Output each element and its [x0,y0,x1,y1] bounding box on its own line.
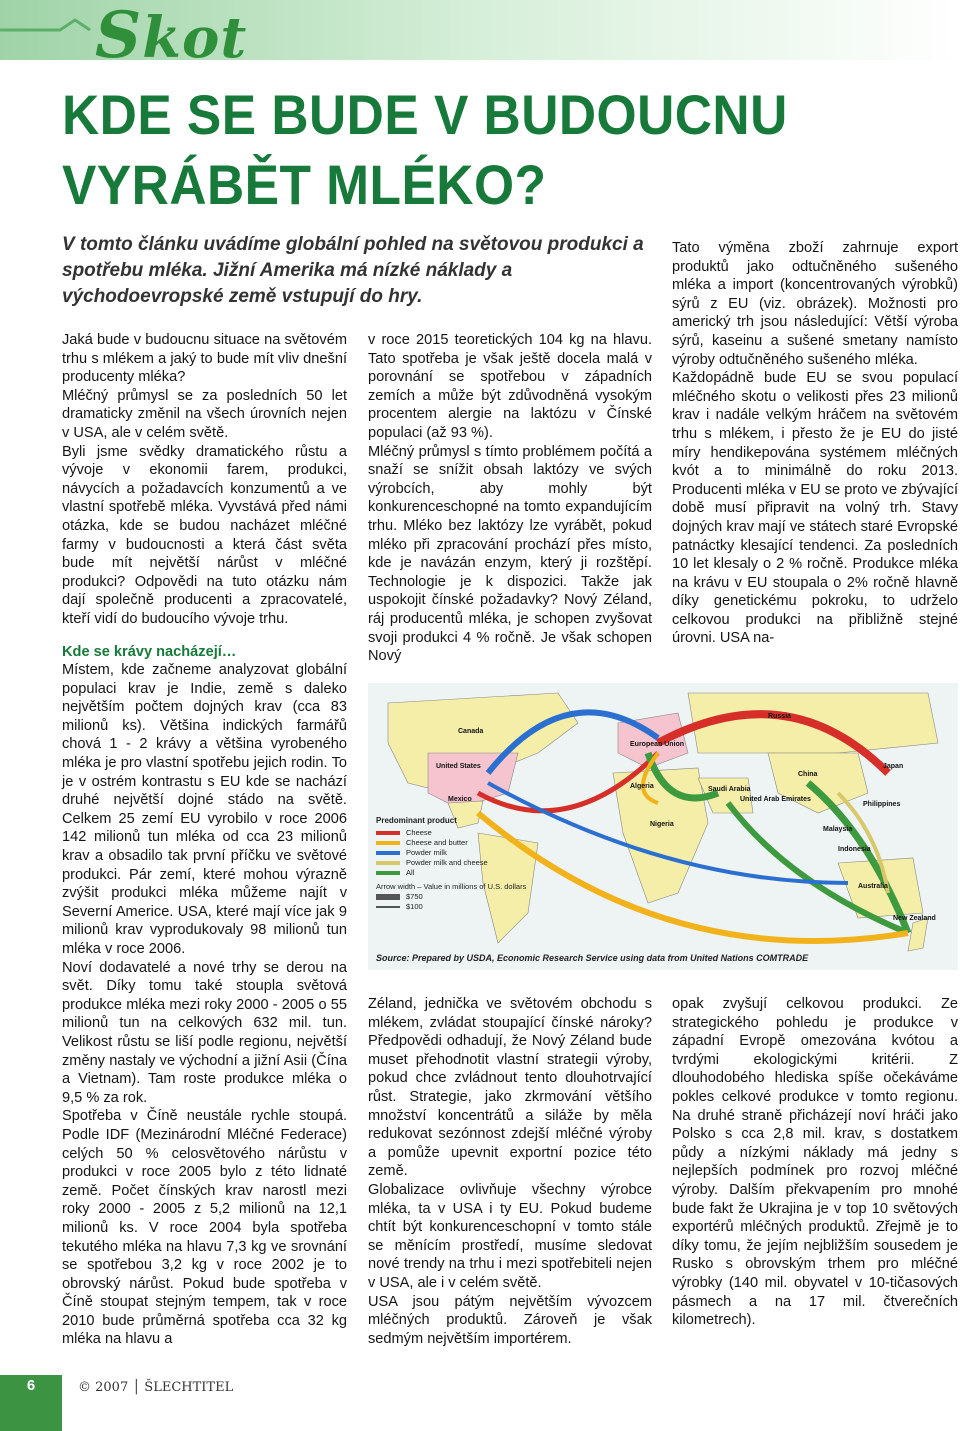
paragraph: USA jsou pátým největším vývozcem mléčných produktů. Zároveň je však sedmým největším importérem. [368,1293,652,1347]
map-label-algeria: Algeria [630,783,654,790]
paragraph: Místem, kde začneme analyzovat globální populaci krav je Indie, země s daleko největším počtem dojných krav (cca 83 milionů ks). Většina indických farmářů chová 1 - 2 krávy a většina vyrobeného mléka je pro vlastní spotřebu jejich rodin. To je v ostrém kontrastu s EU kde se nachází druhé největší dojné stádo na světě. Celkem 25 zemí EU vyrobilo v roce 2006 142 milionů tun mléka od cca 23 milionů krav a obsadilo tak první příčku ve světové produkci. Pár zemí, které mohou výrazně zvýšit produkci mléka můžeme najít v Severní Americe. USA, které mají více jak 9 milionů krav vyprodukovaly 98 milionů tun mléka v roce 2006. [62,662,347,957]
map-label-japan: Japan [883,763,904,770]
legend-item: Cheese [376,828,536,838]
legend-swatch [376,871,400,875]
paragraph: Noví dodavatelé a nové trhy se derou na svět. Díky tomu také stoupla světová produkce mléka mezi roky 2000 - 2005 o 55 milionů tun na celkových 632 mil. tun. Velikost růstu se liší podle regionu, největší změny nastaly ve východní a jižní Asii (Čína a Vietnam). Tam roste produkce mléka o 9,5 % za rok. [62,959,347,1106]
map-label-us: United States [436,763,481,770]
legend-swatch [376,831,400,835]
map-source: Source: Prepared by USDA, Economic Research Service using data from United Nations COMTRADE [376,953,809,963]
legend-swatch [376,851,400,855]
map-label-mexico: Mexico [448,796,472,803]
paragraph: Každopádně bude EU se svou populací mléčného skotu o velikosti přes 23 milionů krav i nadále velkým hráčem na světovém trhu s mlékem, i přesto že je EU do jisté míry hendikepována systémem mléčných kvót a to minimálně do roku 2013. Producenti mléka v EU se proto ve zbývající době musí připravit na volný trh. Stavy dojných krav mají ve státech staré Evropské patnáctky klesající tendenci. Za posledních 10 let klesaly o 2 % ročně. Produkce mléka na krávu v EU stoupala o 2% ročně hlavně díky genetickému pokroku, to udrželo celkovou produkci na přibližně stejné úrovni. USA na- [672,370,958,647]
legend-arrow-note: Arrow width – Value in millions of U.S. dollars [376,882,527,891]
map-label-nz: New Zealand [893,915,936,922]
paragraph: Tato výměna zboží zahrnuje export produktů jako odtučněného sušeného mléka a import (koncentrovaných výrobků) sýrů z EU (viz. obrázek). Možnosti pro americký trh jsou následující: Větší výroba sýrů, kaseinu a sušené smetany namísto výroby odtučněného sušeného mléka. [672,240,958,368]
legend-item: Cheese and butter [376,838,536,848]
map-label-uae: United Arab Emirates [740,796,811,803]
trade-flow-map [368,683,958,970]
article-lead: V tomto článku uvádíme globální pohled na světovou produkci a spotřebu mléka. Jižní Amerika má nízké náklady a východoevropské země vstupují do hry. [62,234,644,307]
map-label-russia: Russia [768,713,791,720]
column-3-lower [672,995,958,1330]
column-3 [672,239,958,648]
legend-scale: $750 [376,892,536,902]
subheading: Kde se krávy nacházejí… [62,643,237,660]
paragraph: Spotřeba v Číně neustále rychle stoupá. Podle IDF (Mezinárodní Mléčné Federace) celých 50 % celosvětového nárůstu v produkci v roce 2005 bylo z této lidnaté země. Počet čínských krav narostl mezi roky 2000 - 2005 z 5,2 milionů na 12,1 milionů ks. V roce 2004 byla spotřeba tekutého mléka na hlavu 7,3 kg ve srovnání se spotřebou 3,2 kg v roce 2002 je to obrovský nárůst. Pokud bude spotřeba v Číně stoupat stejným tempem, tak v roce 2010 bude průměrná spotřeba cca 32 kg mléka na hlavu a [62,1108,347,1348]
paragraph: Mléčný průmysl s tímto problémem počítá a snaží se snížit obsah laktózy ve svých výrobcích, aby mohly být konkurenceschopné na tomto expandujícím trhu. Mléko bez laktózy lze vyrábět, pokud mléko při zpracování prochází přes místo, kde je navázán enzym, který ji rozštěpí. Technologie je k dispozici. Takže jak uspokojit čínské požadavky? Nový Zéland, ráj producentů mléka, je schopen zvyšovat svoji produkci 4 % ročně. Je však schopen Nový [368,443,652,665]
paragraph: Globalizace ovlivňuje všechny výrobce mléka, ta v USA i ty EU. Pokud budeme chtít být konkurenceschopní v tomto stále se měnícím prostředí, musíme sledovat nové trendy na trhu i mezi spotřebiteli nejen v USA, ale i v celém světě. [368,1181,652,1291]
map-legend [376,816,536,912]
map-label-nigeria: Nigeria [650,821,674,828]
column-1 [62,331,347,1349]
masthead [0,0,960,73]
map-label-saudi: Saudi Arabia [708,786,751,793]
map-label-philippines: Philippines [863,801,901,808]
logo: Skot [95,0,248,73]
legend-scale: $100 [376,902,536,912]
paragraph: opak zvyšují celkovou produkci. Ze strategického pohledu je produkce v západní Evropě omezována kvótou a tvrdými ekologickými kritérii. Z dlouhodobého hlediska spíše očekáváme pokles celkové produkce v tomto regionu. Na druhé straně přicházejí noví hráči jako Polsko s cca 2,8 mil. krav, s dostatkem půdy a nízkými náklady má jedny s nejlepších podmínek pro rozvoj mléčné výroby. Dalším překvapením pro mnohé bude fakt že Ukrajina je v top 10 světových exportérů mléčných produktů. Zřejmě je to díky tomu, že jejím nejbližším sousedem je Rusko s obrovským trhem pro mléčné výrobky (140 mil. obyvatel v 10-tičasových pásmech a na 17 mil. čtverečních kilometrech). [672,996,958,1329]
footer-brand: © 2007 │ ŠLECHTITEL [78,1380,234,1395]
map-label-australia: Australia [858,883,888,890]
paragraph: v roce 2015 teoretických 104 kg na hlavu. Tato spotřeba je však ještě docela malá v porovnání se spotřebou v západních zemích a může být zdůvodněná vysokým procentem alergie na laktózu v Čínské populaci (až 93 %). [368,332,652,441]
map-label-malaysia: Malaysia [823,826,853,833]
map-label-eu: European Union [630,741,685,748]
column-2 [368,331,652,666]
legend-item: Powder milk and cheese [376,858,536,868]
map-label-canada: Canada [458,728,484,735]
legend-item: Powder milk [376,848,536,858]
map-label-indonesia: Indonesia [838,846,871,853]
page-number: 6 [0,1375,62,1431]
legend-item: All [376,868,536,878]
paragraph: Zéland, jednička ve světovém obchodu s mlékem, zvládat stoupající čínské nároky? Předpovědi odhadují, že Nový Zéland bude muset přehodnotit vlastní strategii výroby, pokud chce zvládnout tento dlouhotrvající růst. Strategie, jako zkrmování většího množství koncentrátů a siláže by měla redukovat sezónnost zdejší mléčné výroby a pomůže upevnit exportní pozice této země. [368,996,652,1180]
paragraph: Jaká bude v budoucnu situace na světovém trhu s mlékem a jaký to bude mít vliv dnešní producenty mléka? [62,332,347,386]
column-2-lower [368,995,652,1348]
article-title: KDE SE BUDE V BUDOUCNU VYRÁBĚT MLÉKO? [62,83,788,216]
map-label-china: China [798,771,818,778]
legend-swatch [376,841,400,845]
paragraph: Mléčný průmysl se za posledních 50 let dramaticky změnil na všech úrovních nejen v USA, ale v celém světě. [62,387,347,441]
legend-title: Predominant product [376,816,457,825]
paragraph: Byli jsme svědky dramatického růstu a vývoje v ekonomii farem, produkci, návycích a požadavcích konzumentů a ve vlastní spotřebě mléka. Vyvstává před námi otázka, kde se budou nacházet mléčné farmy v budoucnosti a která část světa bude mít největší nárůst v mléčné produkci? Odpovědi na tuto otázku nám dají společně producenti a zpracovatelé, kteří vidí do budoucího vývoje trhu. [62,443,347,627]
legend-swatch [376,861,400,865]
